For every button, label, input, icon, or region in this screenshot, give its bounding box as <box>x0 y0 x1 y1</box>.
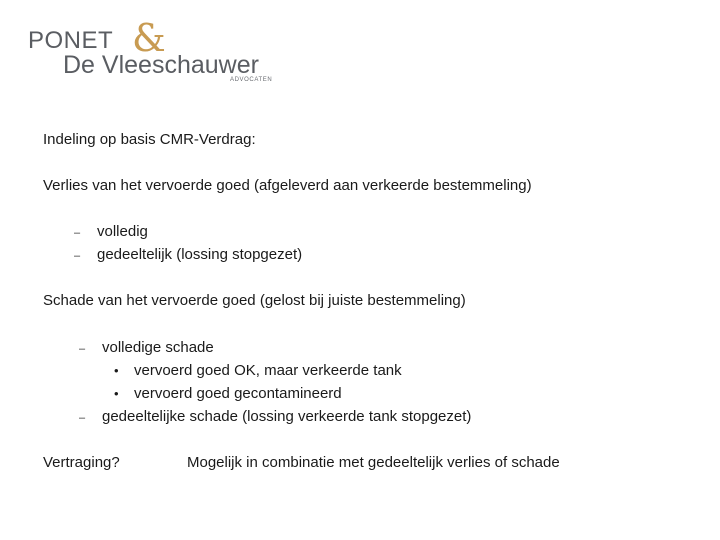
vertraging-label: Vertraging? <box>43 454 120 471</box>
section-schade-title: Schade van het vervoerde goed (gelost bij juiste bestemmeling) <box>43 292 466 309</box>
dash-marker: – <box>79 343 86 355</box>
dash-marker: – <box>79 412 86 424</box>
logo-line-de-vleeschauwer: De Vleeschauwer <box>63 51 259 79</box>
section-verlies-title: Verlies van het vervoerde goed (afgeleverd aan verkeerde bestemmeling) <box>43 177 532 194</box>
logo-line-ponet: PONET <box>28 27 114 54</box>
bullet-marker: • <box>114 386 119 401</box>
logo-ampersand: & <box>132 16 166 60</box>
sub-item-goed-ok: vervoerd goed OK, maar verkeerde tank <box>134 362 402 379</box>
slide-heading: Indeling op basis CMR-Verdrag: <box>43 131 256 148</box>
dash-marker: – <box>74 227 81 239</box>
list-item-gedeeltelijk: gedeeltelijk (lossing stopgezet) <box>97 246 303 263</box>
vertraging-text: Mogelijk in combinatie met gedeeltelijk verlies of schade <box>187 454 560 471</box>
dash-marker: – <box>74 250 81 262</box>
list-item-gedeeltelijke-schade: gedeeltelijke schade (lossing verkeerde tank stopgezet) <box>102 408 472 425</box>
sub-item-gecontamineerd: vervoerd goed gecontamineerd <box>134 385 342 402</box>
bullet-marker: • <box>114 363 119 378</box>
logo-subtitle: ADVOCATEN <box>230 77 273 83</box>
list-item-volledige-schade: volledige schade <box>102 339 214 356</box>
company-logo <box>28 16 288 88</box>
list-item-volledig: volledig <box>97 223 148 240</box>
